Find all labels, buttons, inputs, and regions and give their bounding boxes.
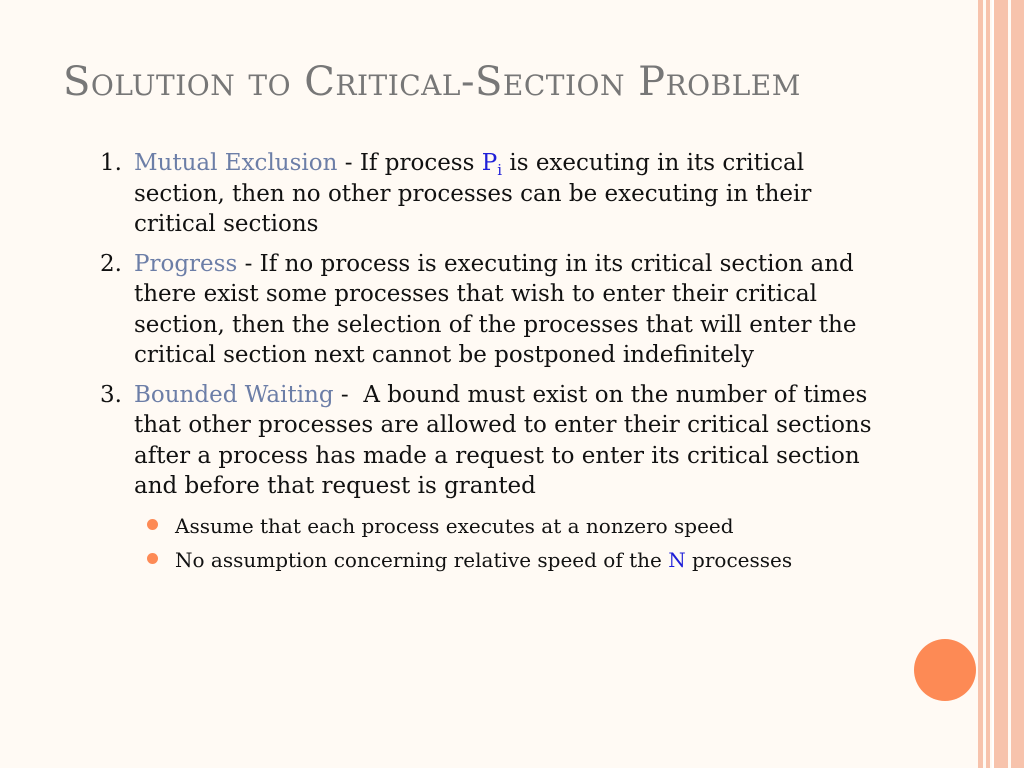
- bullet-text: processes: [685, 547, 793, 572]
- stripe: [1011, 0, 1024, 768]
- process-symbol: P: [481, 150, 498, 176]
- slide-body: [100, 148, 900, 579]
- bullet-dot-icon: [147, 519, 158, 530]
- item-text: If no process is executing in its critical section and there exist some processes that wish to enter their critical section, then the selection of the processes that will enter the critical section next cannot be postponed indefinitely: [134, 250, 857, 368]
- sub-bullet: [144, 545, 900, 575]
- process-count-symbol: N: [668, 547, 686, 572]
- list-item-bounded-waiting: [100, 380, 900, 502]
- stripe: [978, 0, 983, 768]
- term-bounded-waiting: Bounded Waiting: [134, 381, 334, 408]
- item-number: 3.: [100, 381, 122, 408]
- decorative-stripes: [978, 0, 1024, 768]
- list-item-mutual-exclusion: [100, 148, 900, 240]
- stripe: [986, 0, 990, 768]
- term-separator: -: [237, 250, 260, 277]
- slide-title: Solution to Critical-Section Problem: [63, 59, 801, 105]
- term-separator: -: [337, 150, 360, 176]
- item-text: A bound must exist on the number of times that other processes are allowed to enter their critical sections after a process has made a request to enter its critical section and before that request is granted: [134, 381, 872, 499]
- term-mutual-exclusion: Mutual Exclusion: [134, 150, 338, 176]
- bullet-text: No assumption concerning relative speed of the: [175, 547, 669, 572]
- bullet-dot-icon: [147, 553, 158, 564]
- bullet-text: Assume that each process executes at a nonzero speed: [175, 513, 734, 538]
- term-progress: Progress: [134, 250, 238, 277]
- item-text: If process: [359, 150, 482, 176]
- decorative-circle: [914, 639, 976, 701]
- process-subscript: i: [497, 161, 503, 179]
- item-text: is executing in its critical section, then no other processes can be executing in their critical sections: [134, 150, 812, 237]
- stripe: [994, 0, 1008, 768]
- item-number: 1.: [100, 150, 122, 176]
- item-number: 2.: [100, 250, 122, 277]
- sub-bullet: [144, 511, 900, 541]
- list-item-progress: [100, 249, 900, 371]
- term-separator: -: [333, 381, 364, 408]
- sub-bullets: [144, 511, 900, 575]
